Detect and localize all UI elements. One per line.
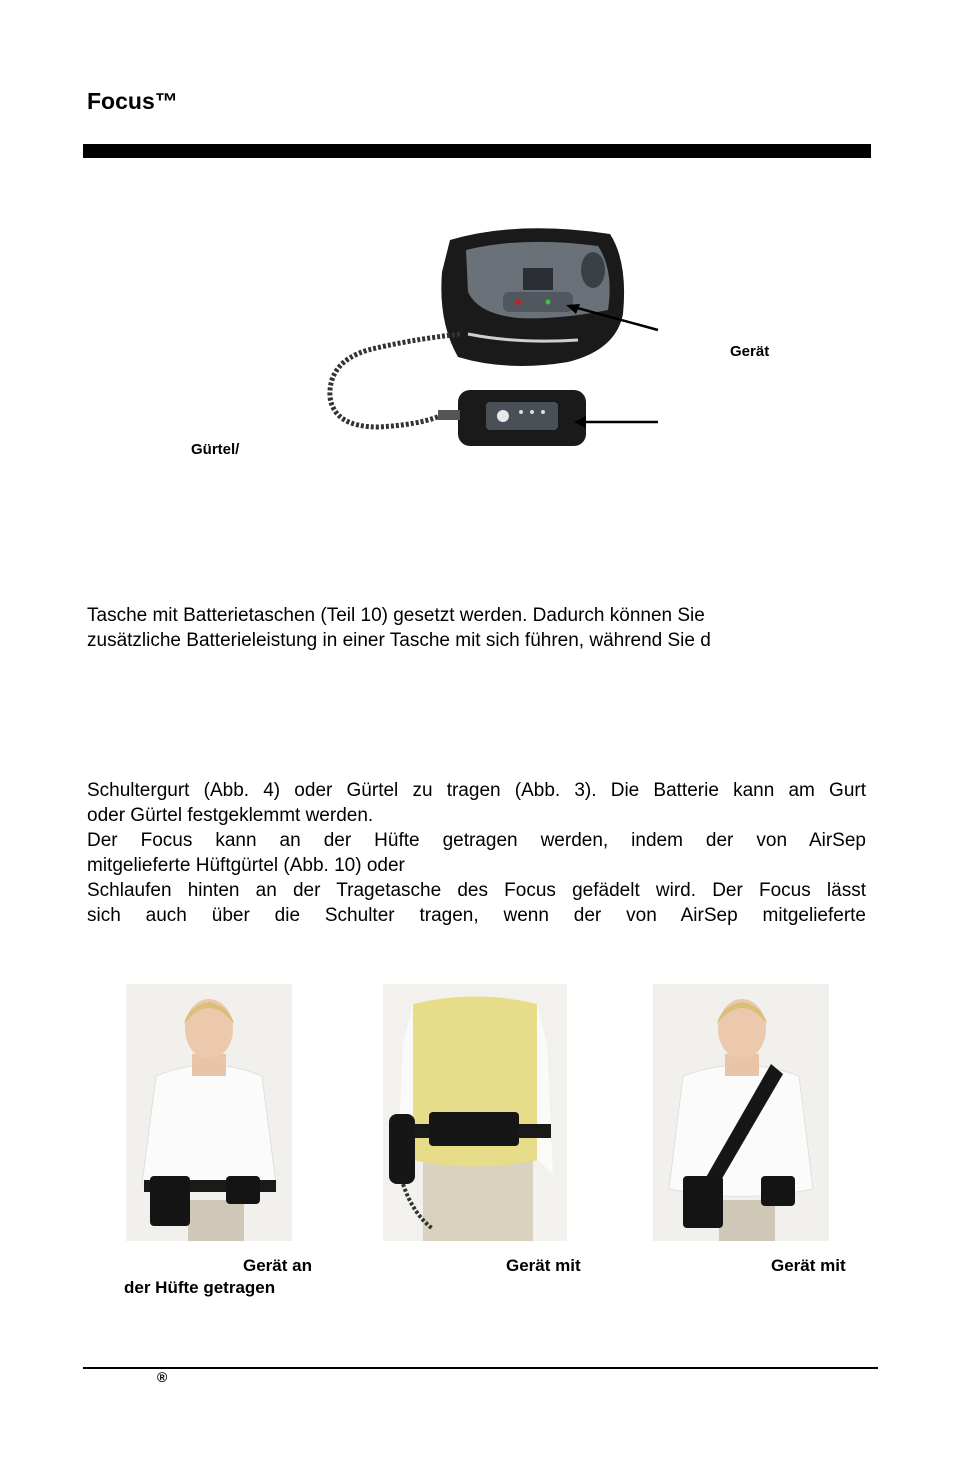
photo-hip-back (383, 984, 567, 1241)
paragraph-line: Der Focus kann an der Hüfte getragen werden, indem der von AirSep (87, 830, 866, 851)
caption-photo1-line1: Gerät an (243, 1256, 312, 1275)
paragraph-line: sich auch über die Schulter tragen, wenn der von AirSep mitgelieferte (87, 905, 866, 926)
paragraph-line: oder Gürtel festgeklemmt werden. (87, 805, 374, 826)
label-device: Gerät (730, 343, 770, 360)
paragraph-carrying (87, 778, 866, 928)
paragraph-line: Tasche mit Batterietaschen (Teil 10) gesetzt werden. Dadurch können Sie (87, 605, 705, 626)
page-title: Focus™ (87, 88, 178, 114)
photo-hip-front (126, 984, 292, 1241)
caption-photo3: Gerät mit (771, 1256, 846, 1275)
title-rule (83, 144, 871, 158)
device-photo (318, 222, 663, 477)
paragraph-battery-bag (87, 603, 866, 653)
footer-registered-mark: ® (157, 1369, 168, 1385)
label-belt: Gürtel/ (191, 441, 240, 458)
footer-rule (83, 1367, 878, 1369)
caption-photo2: Gerät mit (506, 1256, 581, 1275)
paragraph-line: zusätzliche Batterieleistung in einer Tasche mit sich führen, während Sie d (87, 630, 711, 651)
caption-photo1-line2: der Hüfte getragen (124, 1278, 276, 1297)
paragraph-line: Schlaufen hinten an der Tragetasche des Focus gefädelt wird. Der Focus lässt (87, 880, 866, 901)
paragraph-line: mitgelieferte Hüftgürtel (Abb. 10) oder (87, 855, 405, 876)
photo-shoulder (653, 984, 829, 1241)
paragraph-line: Schultergurt (Abb. 4) oder Gürtel zu tragen (Abb. 3). Die Batterie kann am Gurt (87, 780, 866, 801)
